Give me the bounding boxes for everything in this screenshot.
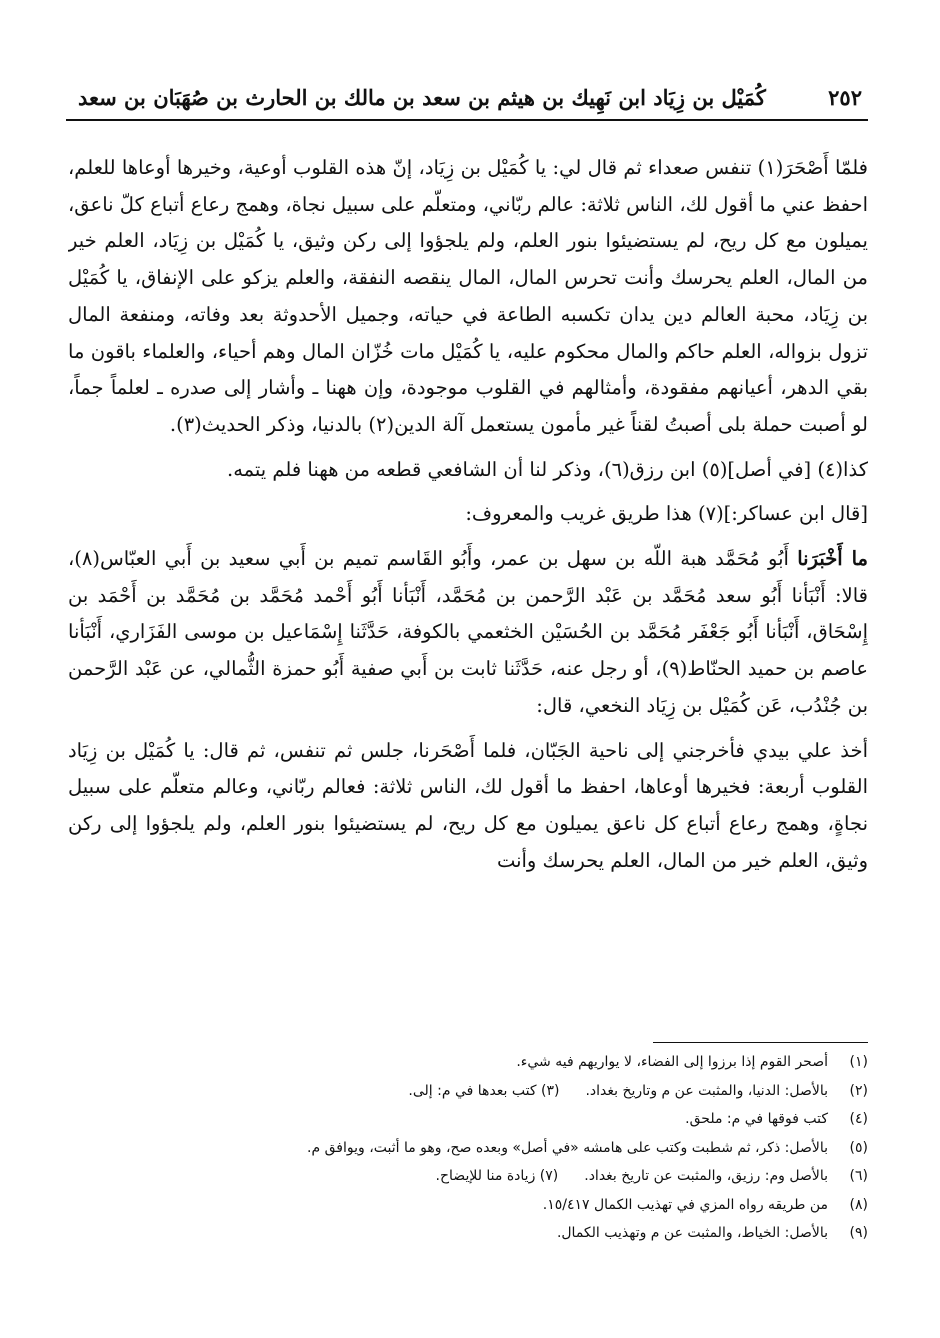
footnote-text: أصحر القوم إذا برزوا إلى الفضاء، لا يواريهم فيه شيء. bbox=[516, 1054, 828, 1070]
paragraph-2: كذا(٤) [في أصل](٥) ابن رزق(٦)، وذكر لنا أن الشافعي قطعه من ههنا فلم يتمه. bbox=[227, 457, 868, 481]
footnotes bbox=[120, 1048, 868, 1288]
footnote-text: من طريقه رواه المزي في تهذيب الكمال ١٥/٤١٧. bbox=[542, 1196, 828, 1213]
main-text bbox=[68, 150, 868, 1030]
page-number: ٢٥٢ bbox=[828, 84, 862, 110]
footnote-inline: (٧) زيادة منا للإيضاح. bbox=[435, 1168, 559, 1184]
footnote-text: بالأصل: الدنيا، والمثبت عن م وتاريخ بغداد. bbox=[585, 1082, 828, 1099]
footnote-number: (٥) bbox=[849, 1139, 868, 1156]
footnote-text: كتب فوقها في م: ملحق. bbox=[685, 1111, 828, 1127]
header-rule bbox=[66, 119, 868, 121]
running-title: كُمَيْل بن زِيَاد ابن نَهِيك بن هيثم بن سعد بن مالك بن الحارث بن صُهَبَان بن سعد bbox=[78, 84, 766, 110]
paragraph-3: [قال ابن عساكر:](٧) هذا طريق غريب والمعروف: bbox=[465, 502, 868, 526]
footnote bbox=[120, 1162, 868, 1191]
footnote-number: (٦) bbox=[849, 1168, 868, 1184]
footnote-text: بالأصل: الخياط، والمثبت عن م وتهذيب الكمال. bbox=[556, 1225, 828, 1241]
footnote bbox=[120, 1219, 868, 1248]
paragraph-5: أخذ علي بيدي فأخرجني إلى ناحية الجَبّان، فلما أَصْحَرنا، جلس ثم تنفس، ثم قال: يا كُمَيْل بن زِيَاد القلوب أربعة: فخيرها أوعاها، احفظ ما أقول لك، الناس ثلاثة: فعالم ربّاني، وعالم متعلّم على سبيل نجاةٍ، وهمج رعاع أتباع كل ناعق يميلون مع كل ريح، لم يستضيئوا بنور العلم، ولم يلجؤوا إلى ركن وثيق، العلم خير من المال، العلم يحرسك وأنت bbox=[68, 738, 868, 872]
footnote bbox=[120, 1105, 868, 1134]
footnote bbox=[120, 1191, 868, 1220]
footnote bbox=[120, 1077, 868, 1106]
paragraph-1: فلمّا أَصْحَرَ(١) تنفس صعداء ثم قال لي: يا كُمَيْل بن زِيَاد، إنّ هذه القلوب أوعية، وخيرها أوعاها للعلم، احفظ عني ما أقول لك، الناس ثلاثة: عالم ربّاني، ومتعلّم على سبيل نجاة، وهمج رعاع أتباع كلّ ناعق، يميلون مع كل ريح، لم يستضيئوا بنور العلم، ولم يلجؤوا إلى ركن وثيق، يا كُمَيْل بن زِيَاد، العلم خير من المال، العلم يحرسك وأنت تحرس المال، المال ينقصه النفقة، والعلم يزكو على الإنفاق، يا كُمَيْل بن زِيَاد، محبة العالم دين يدان تكسبه الطاعة في حياته، وجميل الأحدوثة بعد وفاته، ومنفعة المال تزول بزواله، العلم حاكم والمال محكوم عليه، يا كُمَيْل مات خُزّان المال وهم أحياء، والعلماء باقون ما بقي الدهر، أعيانهم مفقودة، وأمثالهم في القلوب موجودة، وإن ههنا ـ وأشار إلى صدره ـ لعلماً جماً، لو أصبت حملة بلى أصبتُ لقناً غير مأمون يستعمل آلة الدين(٢) بالدنيا، وذكر الحديث(٣). bbox=[68, 156, 868, 436]
footnote-text: بالأصل وم: رزيق، والمثبت عن تاريخ بغداد. bbox=[584, 1168, 828, 1184]
isnad-lead: ما أَخْبَرَنا bbox=[797, 547, 868, 571]
footnote-number: (٢) bbox=[849, 1082, 868, 1099]
footnote-text: بالأصل: ذكر، ثم شطبت وكتب على هامشه «في أصل» وبعده صح، وهو ما أثبت، ويوافق م. bbox=[307, 1139, 828, 1156]
footnote-number: (٩) bbox=[849, 1225, 868, 1241]
footnote bbox=[120, 1134, 868, 1163]
page-header bbox=[78, 82, 862, 112]
footnote-number: (٤) bbox=[849, 1111, 868, 1127]
paragraph-4 bbox=[68, 541, 868, 725]
footnote-number: (١) bbox=[849, 1054, 868, 1070]
footnote bbox=[120, 1048, 868, 1077]
footnote-inline: (٣) كتب بعدها في م: إلى. bbox=[408, 1082, 560, 1099]
footnote-number: (٨) bbox=[849, 1196, 868, 1213]
footnote-separator bbox=[653, 1042, 868, 1043]
isnad-text: أَبُو مُحَمَّد هبة اللّه بن سهل بن عمر، وأَبُو القَاسم تميم بن أَبي سعيد بن أَبي العبّاس(٨)، قالا: أَنْبَأنا أَبُو سعد مُحَمَّد بن عَبْد الرَّحمن بن مُحَمَّد، أَنْبَأنا أَبُو أَحْمد مُحَمَّد بن مُحَمَّد بن أَحْمَد بن إِسْحَاق، أَنْبَأنا أَبُو جَعْفَر مُحَمَّد بن الحُسَيْن الخثعمي بالكوفة، حَدَّثَنا إِسْمَاعيل بن موسى الفَزَاري، أَنْبَأنا عاصم بن حميد الحنّاط(٩)، أو رجل عنه، حَدَّثَنا ثابت بن أَبي صفية أَبُو حمزة الثُّمالي، عن عَبْد الرَّحمن بن جُنْدُب، عَن كُمَيْل بن زِيَاد النخعي، قال: bbox=[68, 547, 868, 717]
